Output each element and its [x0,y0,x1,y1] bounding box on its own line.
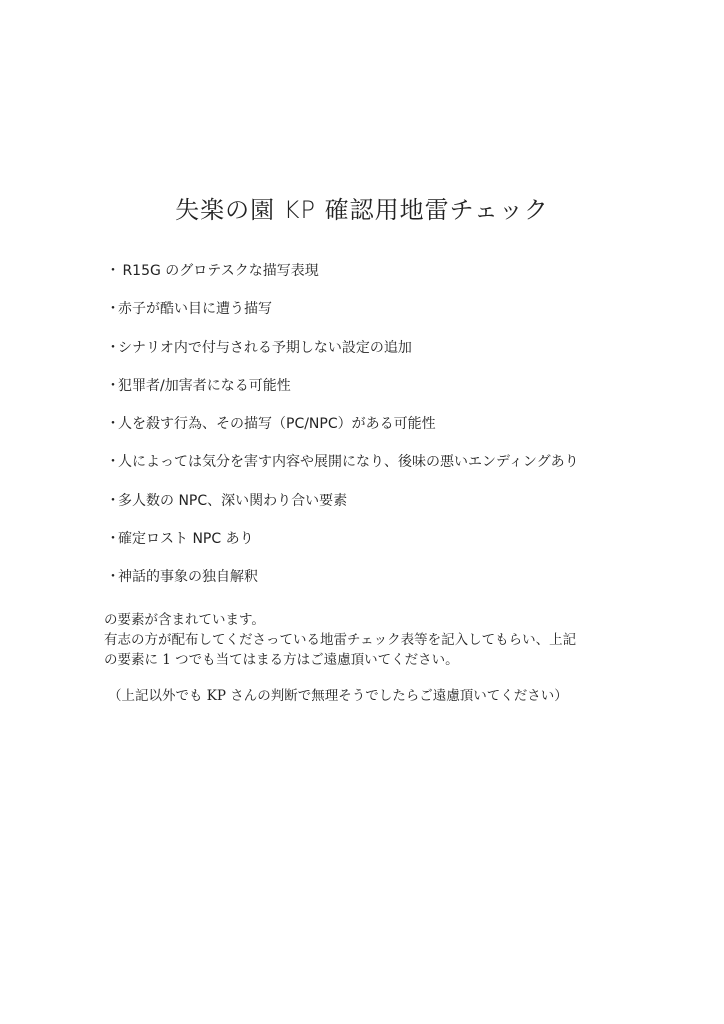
bullet-mark: ・ [106,454,120,471]
list-item [106,339,579,377]
bullet-mark: ・ [106,377,120,394]
bullet-mark: ・ [106,492,120,509]
list-item [106,377,579,415]
list-item [106,568,579,606]
bullet-mark: ・ [106,263,120,279]
list-item-text: 人を殺す行為、その描写（PC/NPC）がある可能性 [118,416,436,433]
notes-section [104,610,576,706]
bullet-mark: ・ [106,569,120,586]
notes-line: の要素が含まれています。 [104,612,265,628]
list-item [106,530,579,568]
list-item [106,492,579,530]
notes-line: 有志の方が配布してくださっている地雷チェック表等を記入してもらい、上記 [104,632,577,648]
list-item-text: 赤子が酷い目に遭う描写 [118,301,272,318]
list-item-text: 神話的事象の独自解釈 [118,569,258,586]
list-item [106,262,579,300]
bullet-mark: ・ [106,301,120,318]
list-item [106,453,579,491]
list-item-text: 犯罪者/加害者になる可能性 [118,377,291,394]
bullet-mark: ・ [106,531,120,548]
list-item-text: シナリオ内で付与される予期しない設定の追加 [118,339,412,356]
list-item [106,300,579,338]
bullet-mark: ・ [106,416,120,433]
bullet-mark: ・ [106,339,120,356]
list-item [106,415,579,453]
list-item-text: 人によっては気分を害す内容や展開になり、後味の悪いエンディングあり [118,454,579,471]
notes-aside: （上記以外でも KP さんの判断で無理そうでしたらご遠慮頂いてください） [108,688,568,704]
content-warning-list [106,262,579,607]
notes-line: の要素に 1 つでも当てはまる方はご遠慮頂いてください。 [104,652,459,668]
list-item-text: 確定ロスト NPC あり [118,531,254,548]
list-item-text: 多人数の NPC、深い関わり合い要素 [118,492,348,509]
page-title: 失楽の園 KP 確認用地雷チェック [175,196,549,224]
list-item-text: R15G のグロテスクな描写表現 [118,263,319,279]
